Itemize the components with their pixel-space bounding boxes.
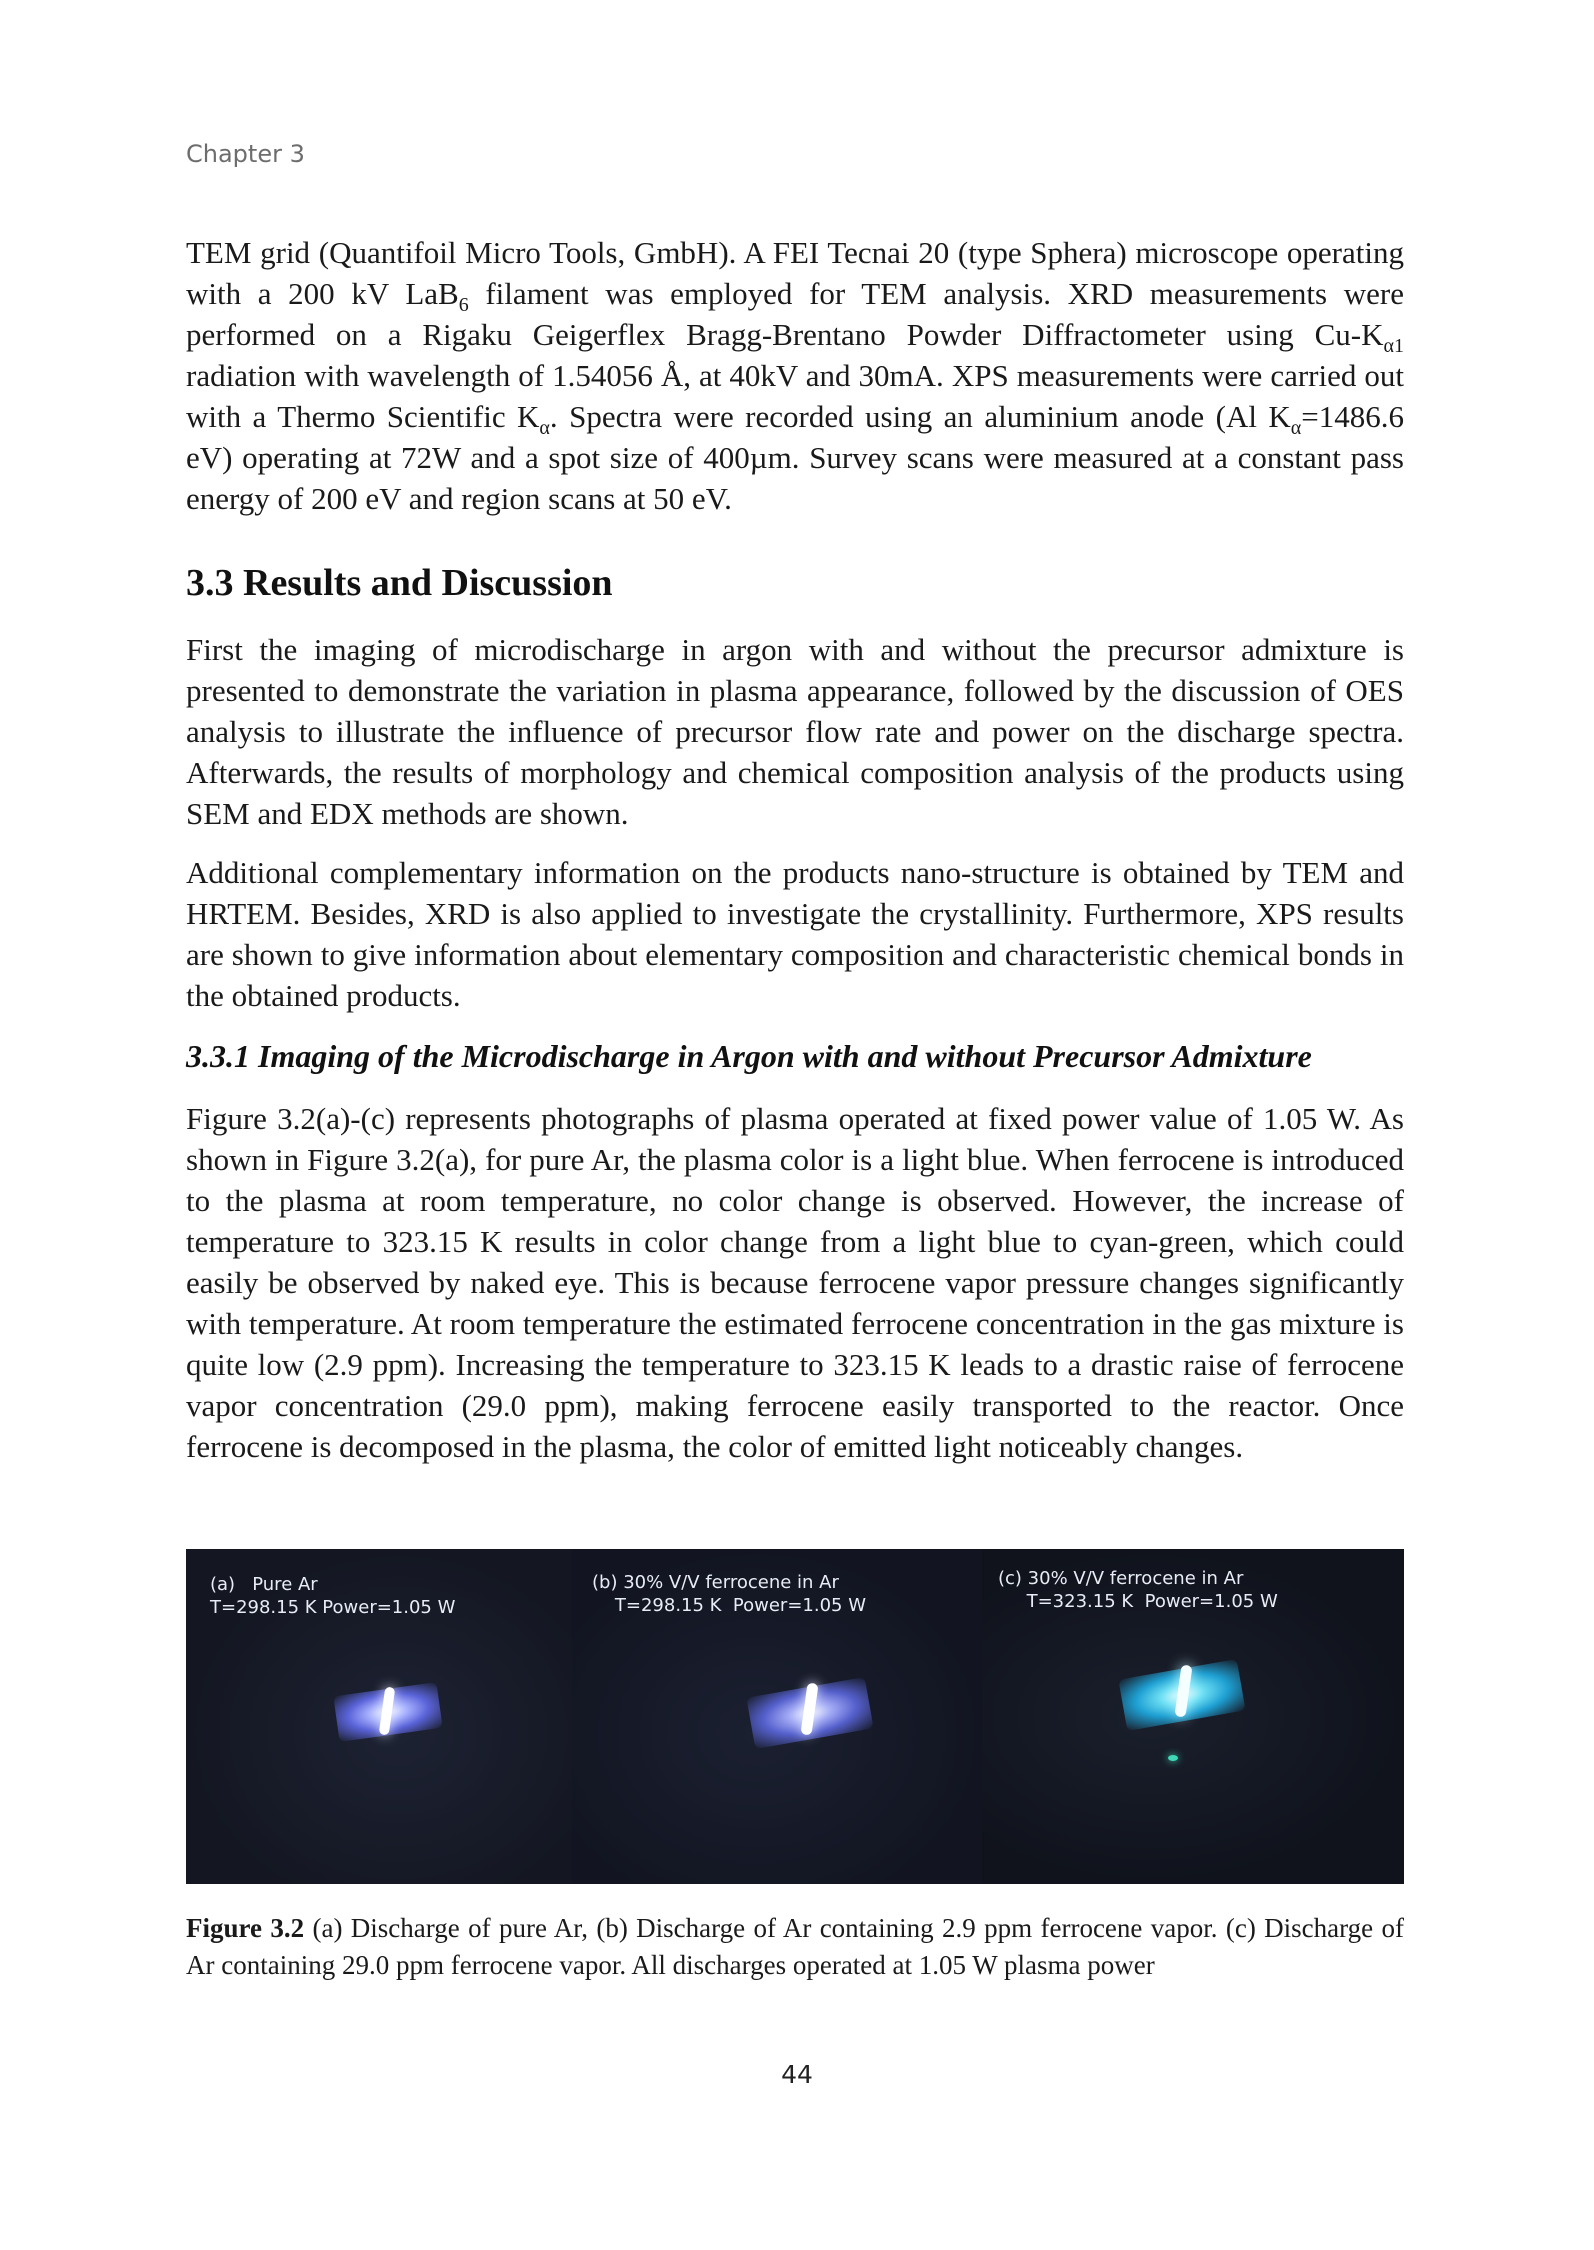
section-heading: 3.3 Results and Discussion [186, 562, 613, 604]
subscript: α [539, 417, 550, 440]
panel-c-line1: (c) 30% V/V ferrocene in Ar [998, 1568, 1244, 1589]
results-paragraph-2: Additional complementary information on the products nano-structure is obtained by TEM and HRTEM. Besides, XRD is also applied to investigate the crystallinity. Furthermore, XPS results are shown to give information about elementary composition and characteristic chemical bonds in the obtained products. [186, 855, 1404, 1013]
subscript: 6 [458, 294, 469, 317]
plasma-spot [1168, 1755, 1178, 1761]
page-number: 44 [781, 2060, 813, 2089]
photo-panel-c [982, 1549, 1404, 1884]
subsection-heading: 3.3.1 Imaging of the Microdischarge in Argon with and without Precursor Admixture [186, 1038, 1312, 1074]
figure-caption [186, 1910, 1404, 1984]
methods-text: =1486.6 eV) operating at 72W and a spot size of 400µm. Survey scans were measured at a constant pass energy of 200 eV and region scans at 50 eV. [186, 399, 1404, 516]
photo-panel-b [572, 1549, 982, 1884]
panel-b-line1: (b) 30% V/V ferrocene in Ar [592, 1572, 839, 1593]
panel-b-line2: T=298.15 K Power=1.05 W [592, 1595, 867, 1616]
methods-text: filament was employed for TEM analysis. XRD measurements were performed on a Rigaku Geigerflex Bragg-Brentano Powder Diffractometer using Cu-K [186, 276, 1404, 352]
panel-a-line1: (a) Pure Ar [210, 1574, 318, 1595]
panel-c-line2: T=323.15 K Power=1.05 W [998, 1591, 1278, 1612]
subscript: α [1290, 417, 1302, 440]
running-head: Chapter 3 [186, 140, 305, 168]
panel-b-label [592, 1571, 866, 1617]
methods-paragraph [186, 232, 1404, 519]
figure-photographs [186, 1549, 1404, 1884]
methods-text: radiation with wavelength of 1.54056 Å, at 40kV and 30mA. XPS measurements were carried out with a Thermo Scientific K [186, 358, 1404, 434]
results-paragraph-1: First the imaging of microdischarge in argon with and without the precursor admixture is presented to demonstrate the variation in plasma appearance, followed by the discussion of OES analysis to illustrate the influence of precursor flow rate and power on the discharge spectra. Afterwards, the results of morphology and chemical composition analysis of the products using SEM and EDX methods are shown. [186, 632, 1404, 831]
methods-text: TEM grid (Quantifoil Micro Tools, GmbH). A FEI Tecnai 20 (type Sphera) microscope operating with a 200 kV LaB [186, 235, 1404, 311]
panel-a-line2: T=298.15 K Power=1.05 W [210, 1597, 456, 1618]
subscript: α1 [1383, 335, 1404, 358]
imaging-paragraph: Figure 3.2(a)-(c) represents photographs of plasma operated at fixed power value of 1.05 W. As shown in Figure 3.2(a), for pure Ar, the plasma color is a light blue. When ferrocene is introduced to the plasma at room temperature, no color change is observed. However, the increase of temperature to 323.15 K results in color change from a light blue to cyan-green, which could easily be observed by naked eye. This is because ferrocene vapor pressure changes significantly with temperature. At room temperature the estimated ferrocene concentration in the gas mixture is quite low (2.9 ppm). Increasing the temperature to 323.15 K leads to a drastic raise of ferrocene vapor concentration (29.0 ppm), making ferrocene easily transported to the reactor. Once ferrocene is decomposed in the plasma, the color of emitted light noticeably changes. [186, 1101, 1404, 1464]
figure-label: Figure 3.2 [186, 1913, 305, 1943]
methods-text: . Spectra were recorded using an aluminium anode (Al K [549, 399, 1291, 434]
figure-caption-text: (a) Discharge of pure Ar, (b) Discharge of Ar containing 2.9 ppm ferrocene vapor. (c) Discharge of Ar containing 29.0 ppm ferrocene vapor. All discharges operated at 1.05 W plasma power [186, 1913, 1404, 1980]
panel-c-label [998, 1567, 1278, 1613]
photo-panel-a [186, 1549, 572, 1884]
panel-a-label [210, 1573, 455, 1619]
